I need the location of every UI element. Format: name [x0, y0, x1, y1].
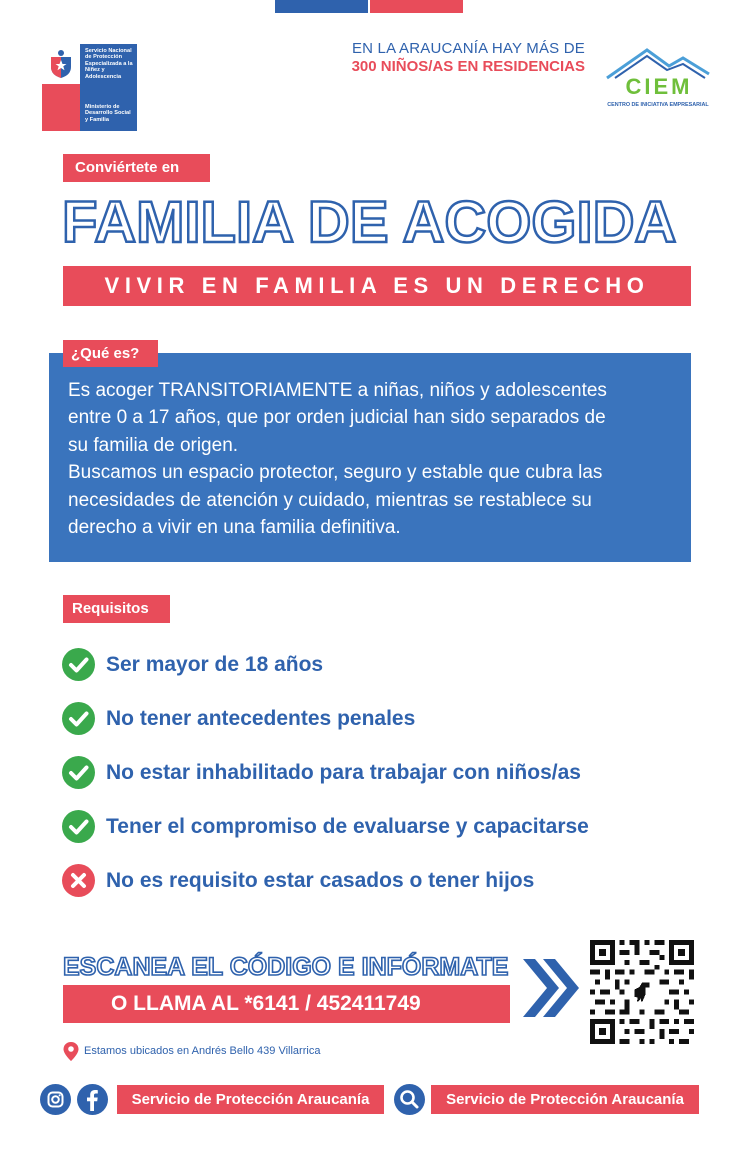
description-text — [68, 377, 680, 541]
que-es-tag: ¿Qué es? — [63, 340, 158, 367]
search-label[interactable]: Servicio de Protección Araucanía — [431, 1085, 699, 1114]
location-text: Estamos ubicados en Andrés Bello 439 Villarrica — [84, 1045, 321, 1057]
chevron-right-icon — [519, 953, 581, 1023]
list-item — [62, 648, 682, 682]
red-strip — [42, 84, 80, 131]
list-item — [62, 864, 682, 898]
cross-icon — [62, 864, 95, 897]
description-line: Buscamos un espacio protector, seguro y estable que cubra las — [68, 462, 603, 484]
emblem — [42, 44, 80, 84]
list-item — [62, 756, 682, 790]
headline — [290, 40, 585, 75]
requirement-text: Ser mayor de 18 años — [106, 653, 324, 676]
description-line: entre 0 a 17 años, que por orden judicial han sido separados de — [68, 407, 606, 429]
headline-line-1: EN LA ARAUCANÍA HAY MÁS DE — [351, 40, 585, 57]
description-line: necesidades de atención y cuidado, mientras se restablece su — [68, 489, 592, 511]
intro-tag: Conviértete en — [63, 154, 210, 182]
list-item — [62, 810, 682, 844]
check-icon — [62, 756, 95, 789]
description-line: Es acoger TRANSITORIAMENTE a niñas, niños y adolescentes — [68, 380, 607, 401]
requirement-text: No estar inhabilitado para trabajar con niños/as — [106, 761, 581, 784]
scan-heading: ESCANEA EL CÓDIGO E INFÓRMATE — [63, 953, 509, 981]
top-bar-blue — [275, 0, 368, 13]
location — [63, 1042, 483, 1062]
government-logo — [42, 44, 137, 131]
qr-code[interactable] — [590, 940, 694, 1044]
check-icon — [62, 810, 95, 843]
description-box — [49, 353, 691, 562]
requisitos-tag: Requisitos — [63, 595, 170, 623]
requirement-text: Tener el compromiso de evaluarse y capacitarse — [106, 815, 589, 838]
requirement-text: No es requisito estar casados o tener hijos — [106, 869, 535, 892]
facebook-icon[interactable] — [77, 1084, 108, 1115]
check-icon — [62, 648, 95, 681]
top-bar-red — [370, 0, 463, 13]
list-item — [62, 702, 682, 736]
gov-service-name: Servicio Nacional de Protección Especializada a la Niñez y Adolescencia — [85, 48, 133, 80]
requirement-text: No tener antecedentes penales — [106, 707, 416, 730]
main-title: FAMILIA DE ACOGIDA — [62, 190, 677, 255]
description-line: derecho a vivir en una familia definitiva. — [68, 517, 401, 539]
ciem-logo — [605, 44, 711, 114]
ciem-wordmark: CIEM — [625, 74, 693, 99]
search-icon[interactable] — [394, 1084, 425, 1115]
crest-icon — [48, 49, 74, 79]
location-pin-icon — [63, 1042, 79, 1061]
headline-line-2: 300 NIÑOS/AS EN RESIDENCIAS — [351, 58, 585, 75]
social-label[interactable]: Servicio de Protección Araucanía — [117, 1085, 384, 1114]
instagram-icon[interactable] — [40, 1084, 71, 1115]
ciem-subtitle: CENTRO DE INICIATIVA EMPRESARIAL — [607, 102, 709, 108]
check-icon — [62, 702, 95, 735]
call-banner: O LLAMA AL *6141 / 452411749 — [63, 985, 510, 1023]
ministry-name: Ministerio de Desarrollo Social y Familia — [85, 104, 131, 123]
description-line: su familia de origen. — [68, 434, 239, 456]
slogan-banner: VIVIR EN FAMILIA ES UN DERECHO — [63, 266, 691, 306]
